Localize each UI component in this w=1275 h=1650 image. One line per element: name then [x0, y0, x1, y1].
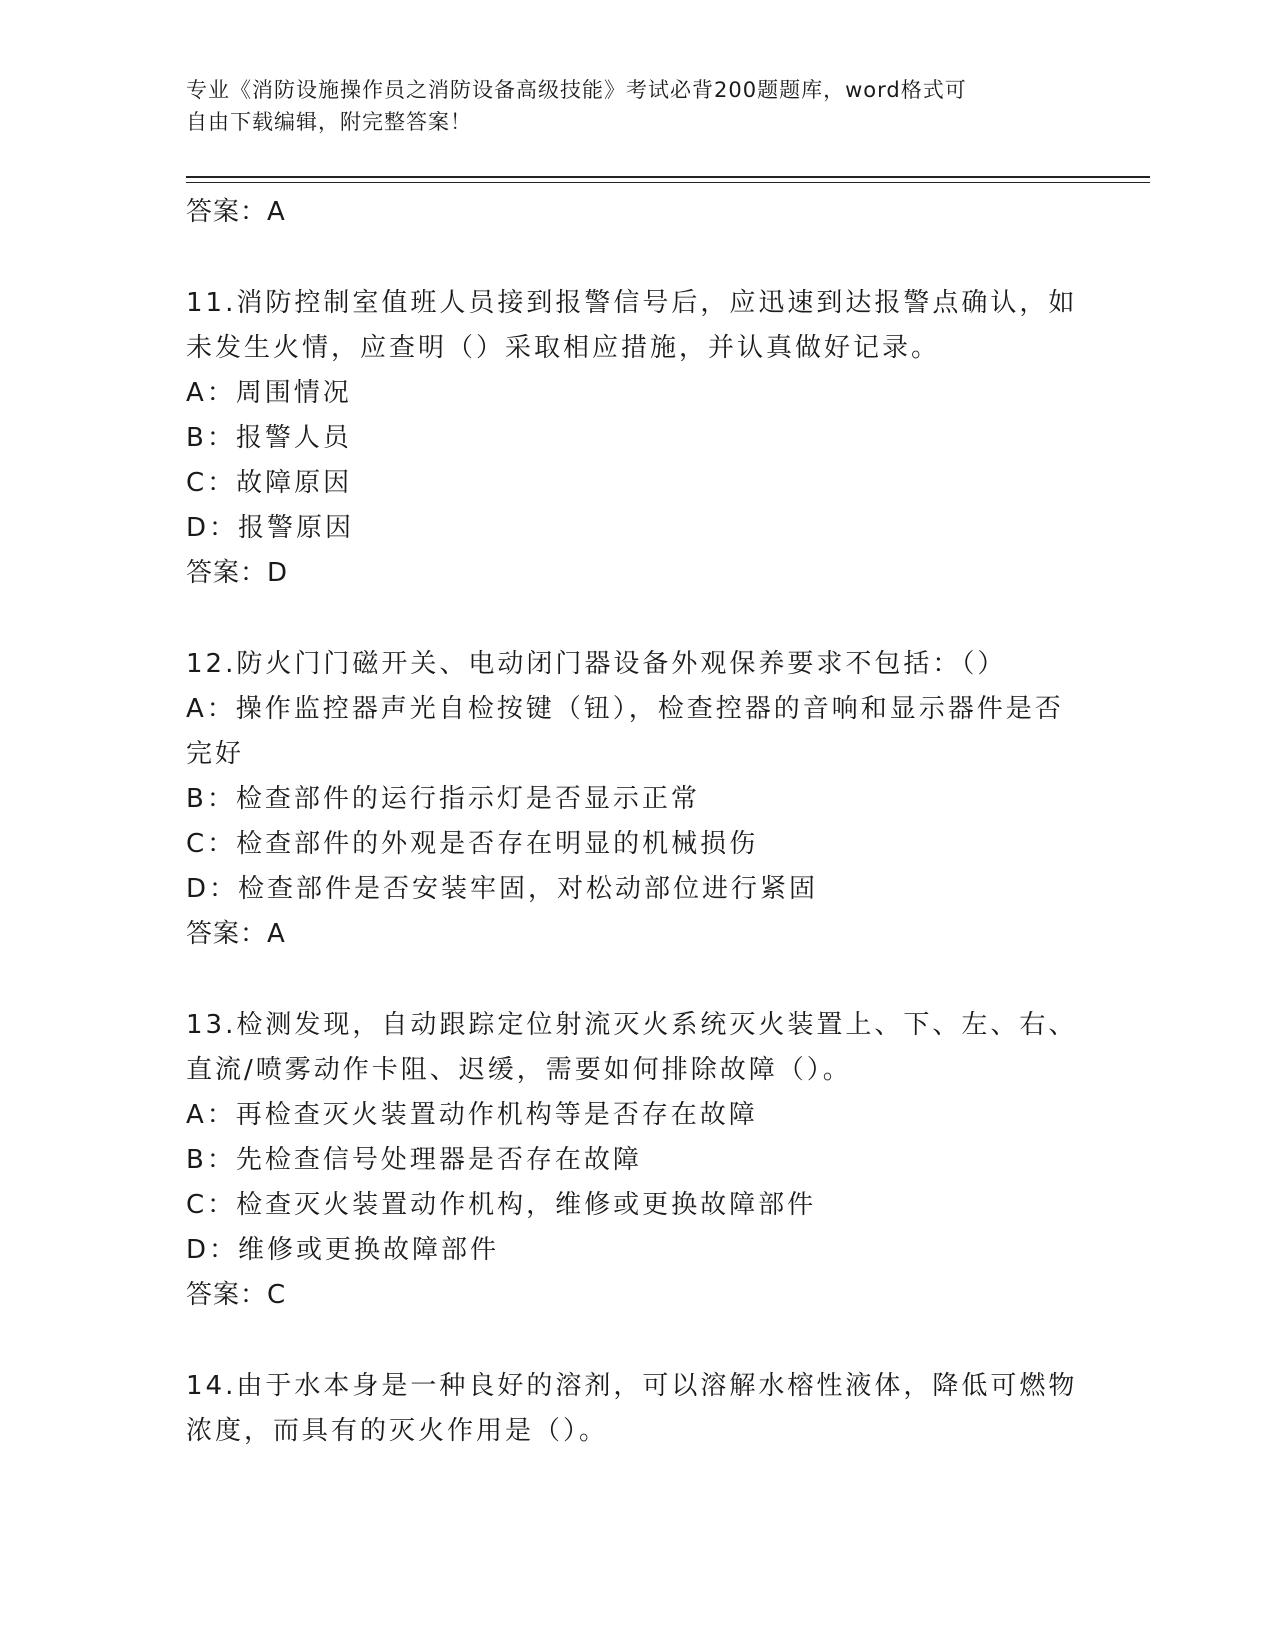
option-b: B：先检查信号处理器是否存在故障: [186, 1145, 642, 1175]
option-d: D：报警原因: [186, 513, 355, 543]
header-line-1: 专业《消防设施操作员之消防设备高级技能》考试必背200题题库，word格式可: [186, 78, 967, 102]
answer: 答案：C: [186, 1280, 287, 1310]
option-b: B：检查部件的运行指示灯是否显示正常: [186, 784, 700, 814]
answer: 答案：A: [186, 919, 286, 949]
option-d: D：检查部件是否安装牢固，对松动部位进行紧固: [186, 874, 819, 904]
option-b: B：报警人员: [186, 423, 352, 453]
option-a: A：再检查灭火装置动作机构等是否存在故障: [186, 1100, 758, 1130]
question-list: [186, 190, 1086, 1454]
header-rule-thick: [186, 176, 1150, 178]
question-stem-line: 直流/喷雾动作卡阻、迟缓，需要如何排除故障（）。: [186, 1055, 852, 1085]
header-rule-thin: [186, 182, 1150, 183]
page-header: [186, 74, 1066, 138]
question-stem-line: 12.防火门门磁开关、电动闭门器设备外观保养要求不包括：（）: [186, 649, 1007, 679]
question-stem-line: 浓度，而具有的灭火作用是（）。: [186, 1416, 609, 1446]
question-14: [186, 1364, 1086, 1454]
question-stem-line: 13.检测发现，自动跟踪定位射流灭火系统灭火装置上、下、左、右、: [186, 1010, 1078, 1040]
option-a-continued: 完好: [186, 739, 245, 769]
option-c: C：检查部件的外观是否存在明显的机械损伤: [186, 829, 759, 859]
option-a: A：操作监控器声光自检按键（钮），检查控器的音响和显示器件是否: [186, 694, 1064, 724]
question-13: [186, 1003, 1086, 1318]
option-c: C：故障原因: [186, 468, 353, 498]
question-stem-line: 14.由于水本身是一种良好的溶剂，可以溶解水榕性液体，降低可燃物: [186, 1371, 1078, 1401]
question-stem-line: 11.消防控制室值班人员接到报警信号后，应迅速到达报警点确认，如: [186, 288, 1078, 318]
option-c: C：检查灭火装置动作机构，维修或更换故障部件: [186, 1190, 817, 1220]
question-11: [186, 281, 1086, 596]
question-stem-line: 未发生火情，应查明（）采取相应措施，并认真做好记录。: [186, 333, 941, 363]
previous-answer: 答案：A: [186, 197, 286, 227]
option-d: D：维修或更换故障部件: [186, 1235, 500, 1265]
question-12: [186, 642, 1086, 957]
option-a: A：周围情况: [186, 378, 352, 408]
answer: 答案：D: [186, 558, 289, 588]
header-line-2: 自由下载编辑，附完整答案！: [186, 110, 472, 134]
